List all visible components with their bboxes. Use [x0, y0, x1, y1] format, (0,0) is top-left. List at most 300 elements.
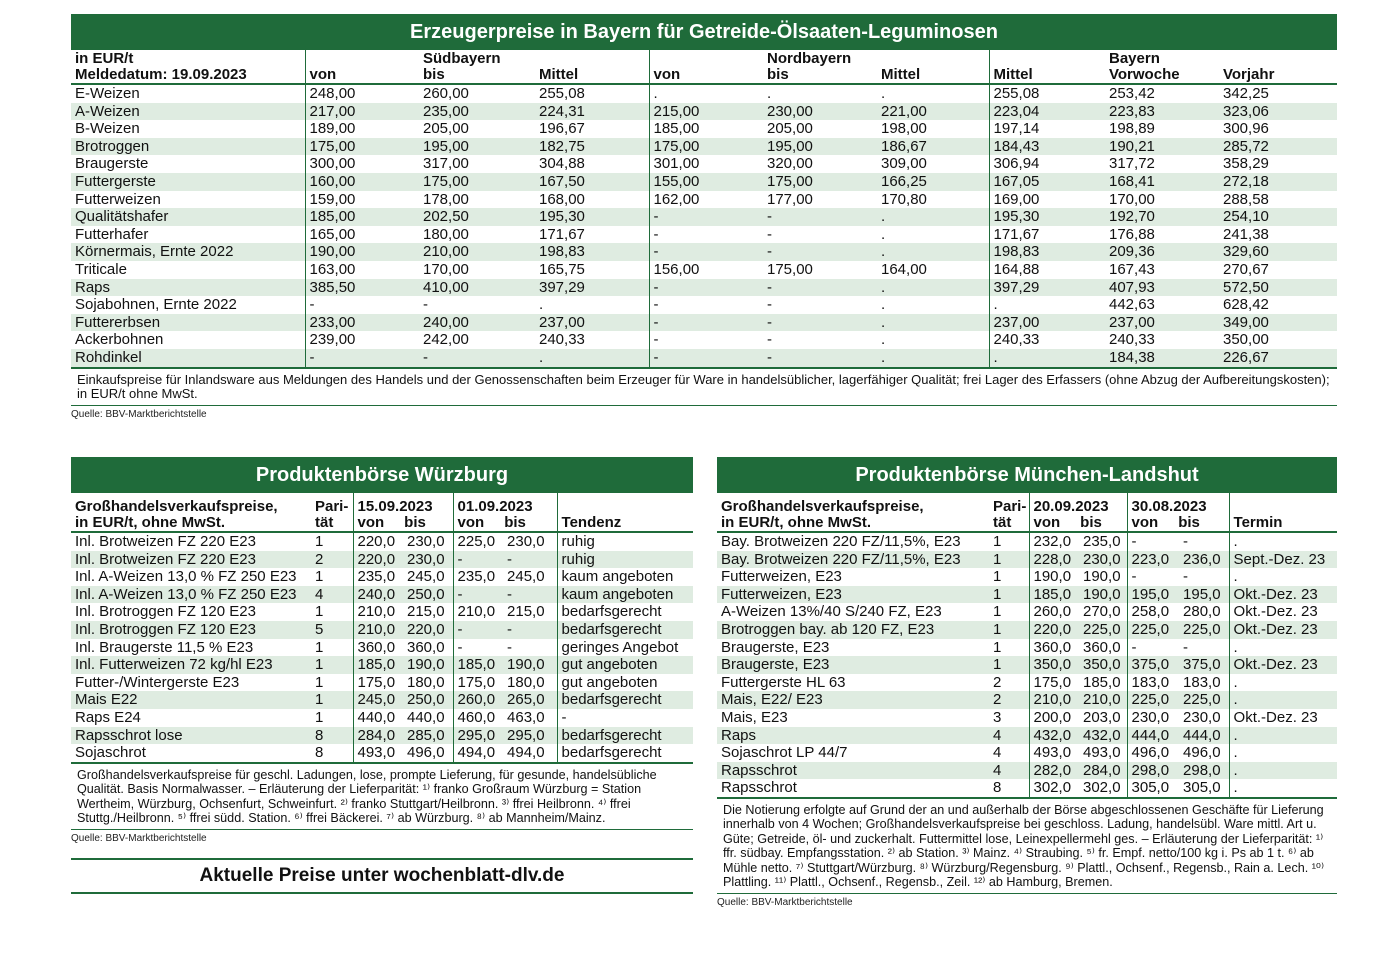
top-cell: .	[877, 279, 989, 297]
muenchen-date-1: 20.09.2023	[1033, 498, 1109, 515]
wuerzburg-row	[71, 639, 693, 657]
top-cell: 162,00	[649, 191, 763, 209]
region-suedbayern: Südbayern	[423, 50, 501, 67]
muenchen-row	[717, 586, 1337, 604]
muenchen-cell: A-Weizen 13%/40 S/240 FZ, E23	[721, 603, 942, 621]
top-row	[71, 138, 1337, 156]
top-cell: 202,50	[419, 208, 535, 226]
muenchen-source: Quelle: BBV-Marktberichtstelle	[717, 896, 853, 908]
wuerzburg-pari-2: tät	[315, 514, 334, 531]
top-cell: 163,00	[305, 261, 419, 279]
top-cell: -	[763, 314, 877, 332]
wuerzburg-cell: 245,0	[507, 568, 545, 586]
muenchen-cell: Brotroggen bay. ab 120 FZ, E23	[717, 621, 989, 639]
top-row	[71, 103, 1337, 121]
top-cell: 397,29	[989, 279, 1105, 297]
top-cell: 217,00	[305, 103, 419, 121]
wuerzburg-cell: 230,0	[407, 533, 445, 550]
top-cell: 309,00	[881, 155, 927, 173]
wuerzburg-cell: 8	[311, 727, 353, 745]
muenchen-row	[717, 603, 1337, 621]
top-cell: 240,33	[539, 331, 585, 349]
wuerzburg-cell: 235,0	[453, 568, 503, 586]
col-vorjahr: Vorjahr	[1223, 66, 1275, 83]
wuerzburg-cell: 496,0	[407, 744, 445, 762]
wuerzburg-cell: 284,0	[353, 727, 403, 745]
top-cell: 184,43	[989, 138, 1105, 156]
muenchen-cell: 375,0	[1127, 656, 1179, 674]
wuerzburg-cell: 220,0	[403, 621, 453, 639]
muenchen-pari-1: Pari-	[993, 498, 1027, 515]
wuerzburg-cell: geringes Angebot	[557, 639, 693, 657]
wuerzburg-cell: 295,0	[453, 727, 503, 745]
wuerzburg-row	[71, 744, 693, 762]
wuerzburg-cell: 460,0	[453, 709, 503, 727]
wuerzburg-date-1: 15.09.2023	[357, 498, 433, 515]
col-sued-von: von	[309, 66, 337, 83]
top-cell: 240,33	[989, 331, 1105, 349]
top-cell: 197,14	[989, 120, 1105, 138]
muenchen-cell: 444,0	[1127, 727, 1179, 745]
wuerzburg-row	[71, 727, 693, 745]
top-cell: -	[649, 226, 763, 244]
top-cell: 189,00	[305, 120, 419, 138]
top-cell: 255,08	[989, 84, 1105, 103]
top-cell: 300,00	[305, 155, 419, 173]
muenchen-cell: Okt.-Dez. 23	[1229, 586, 1337, 604]
top-cell: 320,00	[767, 155, 813, 173]
muenchen-row	[717, 709, 1337, 727]
top-cell: .	[877, 349, 989, 367]
top-cell: .	[989, 296, 1105, 314]
wuerzburg-cell: 225,0	[453, 532, 503, 551]
wuerzburg-cell: -	[503, 551, 557, 569]
muenchen-cell: Okt.-Dez. 23	[1229, 656, 1337, 674]
top-cell: 349,00	[1219, 314, 1337, 332]
muenchen-cell: 183,0	[1127, 674, 1179, 692]
wuerzburg-cell: 463,0	[507, 708, 545, 726]
col-nord-von: von	[653, 66, 681, 83]
top-cell: -	[419, 349, 535, 367]
top-cell: 205,00	[767, 120, 813, 138]
top-row	[71, 155, 1337, 173]
muenchen-row	[717, 532, 1337, 551]
muenchen-cell: 230,0	[1127, 709, 1179, 727]
wuerzburg-cell: 220,0	[353, 532, 403, 551]
col-sued-mittel: Mittel	[539, 66, 579, 83]
muenchen-cell: 496,0	[1127, 744, 1179, 762]
muenchen-cell: .	[1229, 532, 1337, 551]
wuerzburg-cell: 1	[315, 638, 324, 656]
top-cell: 224,31	[535, 103, 649, 121]
wuerzburg-cell: Futter-/Wintergerste E23	[75, 673, 240, 691]
top-cell: 572,50	[1219, 279, 1337, 297]
muenchen-cell: 444,0	[1179, 727, 1229, 745]
wuerzburg-cell: Mais E22	[71, 691, 311, 709]
top-cell: -	[763, 243, 877, 261]
wuerzburg-von-1: von	[357, 514, 385, 531]
top-cell: 165,75	[539, 260, 585, 278]
top-row	[71, 226, 1337, 244]
wuerzburg-cell: 180,0	[407, 673, 445, 691]
top-cell: Futterhafer	[75, 225, 149, 243]
top-cell: -	[305, 349, 419, 367]
muenchen-cell: 1	[989, 551, 1029, 569]
muenchen-cell: 302,0	[1083, 779, 1121, 797]
muenchen-cell: .	[1229, 727, 1337, 745]
wuerzburg-section	[71, 457, 693, 894]
wuerzburg-cell: ruhig	[557, 551, 693, 569]
top-row	[71, 173, 1337, 191]
muenchen-cell: 3	[993, 708, 1002, 726]
muenchen-cell: 4	[989, 727, 1029, 745]
muenchen-cell: Braugerste, E23	[721, 638, 830, 656]
muenchen-cell: 1	[989, 656, 1029, 674]
erzeugerpreise-section	[71, 14, 1337, 420]
muenchen-cell: 496,0	[1183, 744, 1221, 762]
muenchen-section	[717, 457, 1337, 908]
wuerzburg-cell: 260,0	[453, 691, 503, 709]
wuerzburg-bis-1: bis	[404, 514, 426, 531]
top-cell: Futtererbsen	[71, 314, 305, 332]
wuerzburg-tendenz: Tendenz	[561, 514, 622, 531]
top-row	[71, 261, 1337, 279]
wuerzburg-cell: 210,0	[353, 603, 403, 621]
muenchen-cell: 350,0	[1079, 656, 1127, 674]
muenchen-cell: -	[1183, 568, 1189, 586]
top-cell: 223,83	[1105, 103, 1219, 121]
top-cell: 195,30	[535, 208, 649, 226]
wuerzburg-cell: -	[503, 586, 557, 604]
wuerzburg-cell: -	[453, 621, 503, 639]
muenchen-cell: Raps	[717, 727, 989, 745]
top-cell: B-Weizen	[75, 120, 140, 138]
muenchen-head-2: in EUR/t, ohne MwSt.	[721, 514, 871, 531]
top-cell: 167,50	[535, 173, 649, 191]
top-cell: 304,88	[539, 155, 585, 173]
col-nord-mittel: Mittel	[881, 66, 921, 83]
top-cell: 168,41	[1105, 173, 1219, 191]
top-row	[71, 314, 1337, 332]
top-cell: 253,42	[1109, 85, 1155, 102]
top-cell: 171,67	[989, 226, 1105, 244]
top-cell: .	[877, 208, 989, 226]
muenchen-cell: 284,0	[1079, 762, 1127, 780]
muenchen-cell: -	[1127, 639, 1179, 657]
top-cell: 185,00	[649, 120, 763, 138]
top-cell: 182,75	[535, 138, 649, 156]
muenchen-cell: 232,0	[1029, 532, 1079, 551]
top-cell: 260,00	[423, 85, 469, 102]
top-cell: 300,96	[1223, 120, 1269, 138]
top-cell: 205,00	[423, 120, 469, 138]
muenchen-cell: 225,0	[1179, 621, 1229, 639]
website-link[interactable]: Aktuelle Preise unter wochenblatt-dlv.de	[71, 858, 693, 894]
muenchen-row	[717, 691, 1337, 709]
muenchen-cell: 1	[993, 533, 1002, 550]
muenchen-cell: Futterweizen, E23	[717, 586, 989, 604]
top-cell: -	[649, 314, 763, 332]
top-cell: 169,00	[989, 191, 1105, 209]
wuerzburg-cell: Inl. A-Weizen 13,0 % FZ 250 E23	[75, 568, 297, 586]
muenchen-cell: 260,0	[1029, 603, 1079, 621]
wuerzburg-pari-1: Pari-	[315, 498, 349, 515]
wuerzburg-date-2: 01.09.2023	[457, 498, 533, 515]
top-cell: 159,00	[305, 191, 419, 209]
top-cell: 270,67	[1223, 260, 1269, 278]
muenchen-cell: 183,0	[1183, 673, 1221, 691]
wuerzburg-cell: gut angeboten	[557, 674, 693, 692]
wuerzburg-cell: 285,0	[403, 727, 453, 745]
wuerzburg-cell: 1	[315, 603, 324, 621]
muenchen-cell: 225,0	[1079, 621, 1127, 639]
muenchen-cell: 305,0	[1183, 779, 1221, 797]
top-cell: 185,00	[305, 208, 419, 226]
muenchen-cell: 4	[989, 762, 1029, 780]
wuerzburg-cell: 230,0	[507, 533, 545, 550]
wuerzburg-cell: 180,0	[507, 673, 545, 691]
muenchen-cell: Sept.-Dez. 23	[1229, 551, 1337, 569]
wuerzburg-cell: 210,0	[453, 603, 503, 621]
muenchen-row	[717, 656, 1337, 674]
meldedatum-label: Meldedatum: 19.09.2023	[75, 66, 247, 83]
wuerzburg-cell: 360,0	[407, 638, 445, 656]
wuerzburg-cell: 245,0	[353, 691, 403, 709]
muenchen-row	[717, 744, 1337, 762]
top-cell: .	[649, 84, 763, 103]
muenchen-cell: 282,0	[1029, 762, 1079, 780]
top-cell: A-Weizen	[71, 103, 305, 121]
wuerzburg-cell: Sojaschrot	[75, 744, 146, 762]
top-cell: 241,38	[1223, 225, 1269, 243]
muenchen-cell: .	[1229, 744, 1337, 762]
top-cell: 190,21	[1105, 138, 1219, 156]
muenchen-bis-2: bis	[1178, 514, 1200, 531]
wuerzburg-cell: 1	[311, 691, 353, 709]
top-cell: -	[763, 208, 877, 226]
erzeugerpreise-table	[71, 50, 1337, 367]
top-cell: 166,25	[877, 173, 989, 191]
top-cell: .	[877, 314, 989, 332]
muenchen-cell: 1	[993, 568, 1002, 586]
muenchen-cell: 1	[993, 603, 1002, 621]
wuerzburg-cell: Inl. A-Weizen 13,0 % FZ 250 E23	[71, 586, 311, 604]
muenchen-von-2: von	[1131, 514, 1159, 531]
wuerzburg-von-2: von	[457, 514, 485, 531]
wuerzburg-cell: gut angeboten	[557, 656, 693, 674]
wuerzburg-cell: bedarfsgerecht	[557, 621, 693, 639]
wuerzburg-row	[71, 568, 693, 586]
wuerzburg-bis-2: bis	[504, 514, 526, 531]
top-cell: Sojabohnen, Ernte 2022	[75, 296, 237, 314]
wuerzburg-head-1: Großhandelsverkaufspreise,	[75, 498, 278, 515]
top-cell: 198,83	[535, 243, 649, 261]
top-cell: -	[763, 279, 877, 297]
wuerzburg-cell: 295,0	[503, 727, 557, 745]
muenchen-row	[717, 674, 1337, 692]
top-cell: 160,00	[305, 173, 419, 191]
top-cell: 170,00	[1109, 190, 1155, 208]
top-cell: 442,63	[1109, 296, 1155, 314]
top-cell: 317,72	[1109, 155, 1155, 173]
top-cell: 192,70	[1105, 208, 1219, 226]
wuerzburg-cell: Inl. Brotweizen FZ 220 E23	[75, 533, 256, 550]
muenchen-cell: 190,0	[1079, 586, 1127, 604]
top-cell: 358,29	[1223, 155, 1269, 173]
top-cell: -	[649, 349, 763, 367]
muenchen-row	[717, 551, 1337, 569]
top-cell: -	[649, 279, 763, 297]
wuerzburg-cell: 175,0	[353, 674, 403, 692]
wuerzburg-cell: Rapsschrot lose	[71, 727, 311, 745]
wuerzburg-cell: Inl. Brotweizen FZ 220 E23	[71, 551, 311, 569]
top-cell: Futtergerste	[71, 173, 305, 191]
top-cell: 167,43	[1109, 260, 1155, 278]
top-cell: 385,50	[305, 279, 419, 297]
muenchen-cell: 360,0	[1083, 638, 1121, 656]
top-cell: 175,00	[767, 260, 813, 278]
muenchen-cell: 230,0	[1183, 708, 1221, 726]
muenchen-bis-1: bis	[1080, 514, 1102, 531]
wuerzburg-cell: 185,0	[453, 656, 503, 674]
top-cell: Körnermais, Ernte 2022	[71, 243, 305, 261]
wuerzburg-cell: 265,0	[503, 691, 557, 709]
wuerzburg-cell: 175,0	[453, 674, 503, 692]
wuerzburg-cell: 240,0	[353, 586, 403, 604]
top-cell: 156,00	[649, 261, 763, 279]
muenchen-row	[717, 762, 1337, 780]
muenchen-cell: 185,0	[1083, 673, 1121, 691]
top-row	[71, 296, 1337, 314]
top-cell: 210,00	[419, 243, 535, 261]
top-cell: 167,05	[989, 173, 1105, 191]
muenchen-cell: Sojaschrot LP 44/7	[721, 744, 848, 762]
top-cell: 237,00	[1105, 314, 1219, 332]
muenchen-cell: Rapsschrot	[717, 762, 989, 780]
wuerzburg-source: Quelle: BBV-Marktberichtstelle	[71, 832, 207, 844]
top-cell: 628,42	[1223, 296, 1269, 314]
top-cell: -	[649, 296, 763, 314]
wuerzburg-cell: kaum angeboten	[557, 568, 693, 586]
wuerzburg-cell: -	[453, 551, 503, 569]
muenchen-cell: Futtergerste HL 63	[721, 673, 846, 691]
col-bayern-mittel: Mittel	[993, 66, 1033, 83]
muenchen-cell: 432,0	[1029, 727, 1079, 745]
wuerzburg-row	[71, 621, 693, 639]
wuerzburg-cell: 1	[315, 533, 324, 550]
top-cell: Raps	[71, 279, 305, 297]
top-cell: 198,00	[881, 120, 927, 138]
wuerzburg-cell: 250,0	[403, 691, 453, 709]
top-cell: 397,29	[535, 279, 649, 297]
muenchen-cell: 225,0	[1179, 691, 1229, 709]
top-cell: -	[423, 296, 428, 314]
muenchen-cell: 190,0	[1083, 568, 1121, 586]
top-cell: Ackerbohnen	[75, 331, 164, 349]
muenchen-cell: 4	[993, 744, 1002, 762]
muenchen-cell: 1	[989, 586, 1029, 604]
wuerzburg-cell: 250,0	[403, 586, 453, 604]
top-cell: 180,00	[423, 225, 469, 243]
top-cell: 198,89	[1109, 120, 1155, 138]
top-cell: .	[877, 243, 989, 261]
muenchen-cell: 195,0	[1127, 586, 1179, 604]
wuerzburg-title: Produktenbörse Würzburg	[71, 457, 693, 493]
muenchen-cell: -	[1183, 533, 1189, 550]
top-cell: 175,00	[649, 138, 763, 156]
wuerzburg-head-2: in EUR/t, ohne MwSt.	[75, 514, 225, 531]
top-cell: 196,67	[539, 120, 585, 138]
top-cell: .	[989, 349, 1105, 367]
erzeugerpreise-title: Erzeugerpreise in Bayern für Getreide-Ölsaaten-Leguminosen	[71, 14, 1337, 50]
top-cell: 195,00	[763, 138, 877, 156]
wuerzburg-cell: 210,0	[353, 621, 403, 639]
top-cell: Rohdinkel	[71, 349, 305, 367]
top-cell: .	[881, 85, 886, 102]
top-cell: 237,00	[989, 314, 1105, 332]
top-cell: Brotroggen	[71, 138, 305, 156]
top-cell: 288,58	[1223, 190, 1269, 208]
top-cell: 176,88	[1109, 225, 1155, 243]
top-cell: 317,00	[423, 155, 469, 173]
muenchen-row	[717, 779, 1337, 797]
wuerzburg-cell: Inl. Brotroggen FZ 120 E23	[75, 603, 256, 621]
wuerzburg-cell: 235,0	[353, 568, 403, 586]
muenchen-cell: 228,0	[1029, 551, 1079, 569]
wuerzburg-cell: Inl. Braugerste 11,5 % E23	[75, 638, 254, 656]
top-cell: 285,72	[1219, 138, 1337, 156]
wuerzburg-cell: 440,0	[353, 709, 403, 727]
top-cell: 240,00	[419, 314, 535, 332]
wuerzburg-cell: 1	[315, 673, 324, 691]
top-cell: 254,10	[1219, 208, 1337, 226]
muenchen-cell: 1	[989, 621, 1029, 639]
top-cell: 195,30	[989, 208, 1105, 226]
muenchen-cell: 236,0	[1179, 551, 1229, 569]
wuerzburg-cell: 360,0	[353, 639, 403, 657]
wuerzburg-cell: -	[503, 621, 557, 639]
wuerzburg-row	[71, 709, 693, 727]
top-cell: Braugerste	[75, 155, 149, 173]
muenchen-cell: Mais, E23	[721, 708, 788, 726]
top-cell: -	[767, 225, 772, 243]
top-row	[71, 349, 1337, 367]
top-cell: .	[535, 349, 649, 367]
muenchen-cell: -	[1183, 638, 1189, 656]
muenchen-cell: Okt.-Dez. 23	[1229, 621, 1337, 639]
wuerzburg-cell: 494,0	[453, 744, 503, 762]
wuerzburg-cell: 220,0	[353, 551, 403, 569]
muenchen-cell: 203,0	[1083, 708, 1121, 726]
top-cell: 240,33	[1109, 331, 1155, 349]
muenchen-cell: .	[1229, 639, 1337, 657]
muenchen-cell: Okt.-Dez. 23	[1229, 603, 1337, 621]
muenchen-cell: .	[1229, 779, 1337, 797]
top-row	[71, 191, 1337, 209]
top-cell: -	[763, 349, 877, 367]
wuerzburg-cell: 215,0	[507, 603, 545, 621]
top-cell: 178,00	[423, 190, 469, 208]
top-cell: 323,06	[1219, 103, 1337, 121]
wuerzburg-cell: ruhig	[557, 532, 693, 551]
muenchen-pari-2: tät	[993, 514, 1012, 531]
top-cell: 272,18	[1219, 173, 1337, 191]
muenchen-cell: .	[1229, 691, 1337, 709]
unit-label: in EUR/t	[75, 50, 134, 67]
wuerzburg-cell: 440,0	[407, 708, 445, 726]
wuerzburg-cell: -	[453, 639, 503, 657]
muenchen-cell: 432,0	[1079, 727, 1127, 745]
